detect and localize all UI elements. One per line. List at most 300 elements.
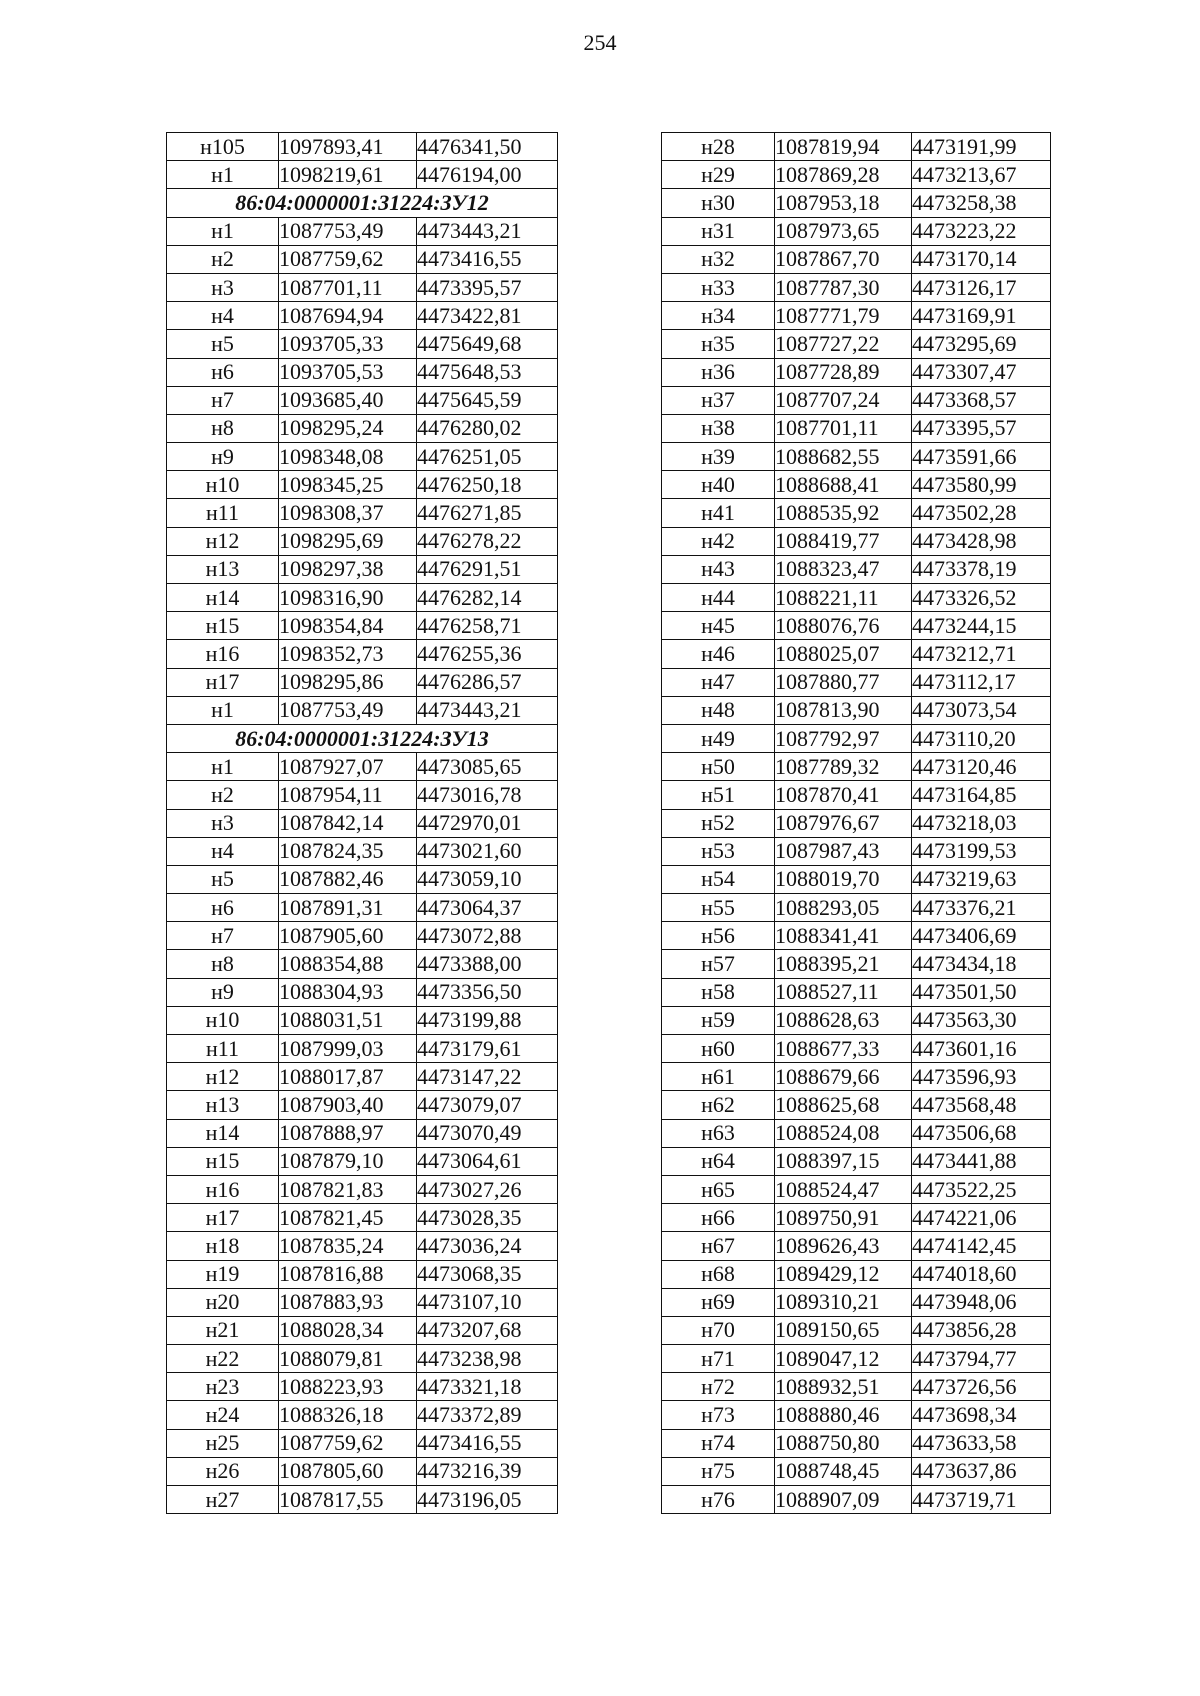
point-id-cell: н48 xyxy=(662,696,775,724)
y-coordinate-cell: 4473307,47 xyxy=(912,358,1051,386)
table-row xyxy=(662,978,1051,1006)
table-row xyxy=(662,724,1051,752)
table-row xyxy=(662,386,1051,414)
x-coordinate-cell: 1088527,11 xyxy=(775,978,912,1006)
table-row xyxy=(662,443,1051,471)
x-coordinate-cell: 1098352,73 xyxy=(279,640,417,668)
y-coordinate-cell: 4473321,18 xyxy=(417,1373,558,1401)
table-row xyxy=(662,640,1051,668)
table-row xyxy=(167,696,558,724)
y-coordinate-cell: 4474221,06 xyxy=(912,1204,1051,1232)
table-row xyxy=(662,1486,1051,1514)
table-row xyxy=(662,161,1051,189)
x-coordinate-cell: 1088323,47 xyxy=(775,555,912,583)
x-coordinate-cell: 1087816,88 xyxy=(279,1260,417,1288)
x-coordinate-cell: 1087888,97 xyxy=(279,1119,417,1147)
y-coordinate-cell: 4473443,21 xyxy=(417,217,558,245)
x-coordinate-cell: 1087999,03 xyxy=(279,1035,417,1063)
x-coordinate-cell: 1087842,14 xyxy=(279,809,417,837)
table-row xyxy=(167,753,558,781)
table-row xyxy=(662,1091,1051,1119)
x-coordinate-cell: 1093685,40 xyxy=(279,386,417,414)
point-id-cell: н67 xyxy=(662,1232,775,1260)
x-coordinate-cell: 1087987,43 xyxy=(775,837,912,865)
y-coordinate-cell: 4473199,53 xyxy=(912,837,1051,865)
x-coordinate-cell: 1087707,24 xyxy=(775,386,912,414)
point-id-cell: н1 xyxy=(167,161,279,189)
table-row xyxy=(167,1457,558,1485)
table-row xyxy=(167,865,558,893)
point-id-cell: н1 xyxy=(167,696,279,724)
x-coordinate-cell: 1087813,90 xyxy=(775,696,912,724)
y-coordinate-cell: 4473223,22 xyxy=(912,217,1051,245)
table-row xyxy=(167,1006,558,1034)
x-coordinate-cell: 1087817,55 xyxy=(279,1486,417,1514)
y-coordinate-cell: 4473726,56 xyxy=(912,1373,1051,1401)
y-coordinate-cell: 4473219,63 xyxy=(912,865,1051,893)
y-coordinate-cell: 4473422,81 xyxy=(417,302,558,330)
point-id-cell: н14 xyxy=(167,1119,279,1147)
table-row xyxy=(167,1260,558,1288)
x-coordinate-cell: 1087882,46 xyxy=(279,865,417,893)
table-row xyxy=(167,161,558,189)
x-coordinate-cell: 1088019,70 xyxy=(775,865,912,893)
point-id-cell: н44 xyxy=(662,584,775,612)
y-coordinate-cell: 4473021,60 xyxy=(417,837,558,865)
y-coordinate-cell: 4473112,17 xyxy=(912,668,1051,696)
x-coordinate-cell: 1087759,62 xyxy=(279,245,417,273)
y-coordinate-cell: 4473212,71 xyxy=(912,640,1051,668)
x-coordinate-cell: 1088304,93 xyxy=(279,978,417,1006)
point-id-cell: н33 xyxy=(662,273,775,301)
y-coordinate-cell: 4473601,16 xyxy=(912,1035,1051,1063)
y-coordinate-cell: 4473698,34 xyxy=(912,1401,1051,1429)
point-id-cell: н11 xyxy=(167,1035,279,1063)
x-coordinate-cell: 1098348,08 xyxy=(279,443,417,471)
y-coordinate-cell: 4475649,68 xyxy=(417,330,558,358)
y-coordinate-cell: 4473126,17 xyxy=(912,273,1051,301)
table-row xyxy=(167,1316,558,1344)
point-id-cell: н4 xyxy=(167,837,279,865)
point-id-cell: н60 xyxy=(662,1035,775,1063)
y-coordinate-cell: 4473085,65 xyxy=(417,753,558,781)
table-row xyxy=(167,894,558,922)
table-row xyxy=(662,922,1051,950)
x-coordinate-cell: 1098345,25 xyxy=(279,471,417,499)
table-row xyxy=(662,133,1051,161)
y-coordinate-cell: 4473948,06 xyxy=(912,1288,1051,1316)
y-coordinate-cell: 4473016,78 xyxy=(417,781,558,809)
point-id-cell: н21 xyxy=(167,1316,279,1344)
point-id-cell: н51 xyxy=(662,781,775,809)
point-id-cell: н66 xyxy=(662,1204,775,1232)
x-coordinate-cell: 1098295,24 xyxy=(279,414,417,442)
x-coordinate-cell: 1087905,60 xyxy=(279,922,417,950)
x-coordinate-cell: 1088221,11 xyxy=(775,584,912,612)
table-row xyxy=(167,133,558,161)
point-id-cell: н5 xyxy=(167,865,279,893)
x-coordinate-cell: 1087891,31 xyxy=(279,894,417,922)
table-row xyxy=(167,1147,558,1175)
y-coordinate-cell: 4473059,10 xyxy=(417,865,558,893)
x-coordinate-cell: 1088341,41 xyxy=(775,922,912,950)
x-coordinate-cell: 1089626,43 xyxy=(775,1232,912,1260)
point-id-cell: н70 xyxy=(662,1316,775,1344)
point-id-cell: н35 xyxy=(662,330,775,358)
point-id-cell: н8 xyxy=(167,414,279,442)
table-row xyxy=(167,837,558,865)
x-coordinate-cell: 1087954,11 xyxy=(279,781,417,809)
table-row xyxy=(662,1373,1051,1401)
x-coordinate-cell: 1088397,15 xyxy=(775,1147,912,1175)
x-coordinate-cell: 1089750,91 xyxy=(775,1204,912,1232)
table-row xyxy=(167,1091,558,1119)
point-id-cell: н22 xyxy=(167,1345,279,1373)
y-coordinate-cell: 4475648,53 xyxy=(417,358,558,386)
table-row xyxy=(167,584,558,612)
x-coordinate-cell: 1088625,68 xyxy=(775,1091,912,1119)
y-coordinate-cell: 4473027,26 xyxy=(417,1175,558,1203)
table-row xyxy=(662,1175,1051,1203)
table-row xyxy=(167,273,558,301)
x-coordinate-cell: 1093705,33 xyxy=(279,330,417,358)
table-row xyxy=(167,471,558,499)
y-coordinate-cell: 4476255,36 xyxy=(417,640,558,668)
point-id-cell: н12 xyxy=(167,527,279,555)
y-coordinate-cell: 4473388,00 xyxy=(417,950,558,978)
point-id-cell: н29 xyxy=(662,161,775,189)
y-coordinate-cell: 4473191,99 xyxy=(912,133,1051,161)
y-coordinate-cell: 4473169,91 xyxy=(912,302,1051,330)
table-row xyxy=(167,922,558,950)
cadastral-section-label: 86:04:0000001:31224:ЗУ12 xyxy=(167,189,558,217)
point-id-cell: н75 xyxy=(662,1457,775,1485)
point-id-cell: н15 xyxy=(167,1147,279,1175)
table-row xyxy=(662,1457,1051,1485)
point-id-cell: н49 xyxy=(662,724,775,752)
table-row xyxy=(662,696,1051,724)
y-coordinate-cell: 4473637,86 xyxy=(912,1457,1051,1485)
x-coordinate-cell: 1088688,41 xyxy=(775,471,912,499)
point-id-cell: н46 xyxy=(662,640,775,668)
table-row xyxy=(662,358,1051,386)
point-id-cell: н17 xyxy=(167,1204,279,1232)
y-coordinate-cell: 4473580,99 xyxy=(912,471,1051,499)
x-coordinate-cell: 1088419,77 xyxy=(775,527,912,555)
point-id-cell: н24 xyxy=(167,1401,279,1429)
x-coordinate-cell: 1087880,77 xyxy=(775,668,912,696)
table-row xyxy=(167,302,558,330)
table-row xyxy=(167,1204,558,1232)
x-coordinate-cell: 1098295,86 xyxy=(279,668,417,696)
point-id-cell: н27 xyxy=(167,1486,279,1514)
point-id-cell: н30 xyxy=(662,189,775,217)
x-coordinate-cell: 1087835,24 xyxy=(279,1232,417,1260)
point-id-cell: н3 xyxy=(167,809,279,837)
y-coordinate-cell: 4476251,05 xyxy=(417,443,558,471)
point-id-cell: н19 xyxy=(167,1260,279,1288)
y-coordinate-cell: 4473216,39 xyxy=(417,1457,558,1485)
y-coordinate-cell: 4473147,22 xyxy=(417,1063,558,1091)
table-row xyxy=(662,837,1051,865)
point-id-cell: н10 xyxy=(167,471,279,499)
table-row xyxy=(662,1429,1051,1457)
y-coordinate-cell: 4473501,50 xyxy=(912,978,1051,1006)
point-id-cell: н40 xyxy=(662,471,775,499)
point-id-cell: н105 xyxy=(167,133,279,161)
point-id-cell: н57 xyxy=(662,950,775,978)
point-id-cell: н16 xyxy=(167,640,279,668)
x-coordinate-cell: 1088028,34 xyxy=(279,1316,417,1344)
x-coordinate-cell: 1087903,40 xyxy=(279,1091,417,1119)
point-id-cell: н61 xyxy=(662,1063,775,1091)
y-coordinate-cell: 4473170,14 xyxy=(912,245,1051,273)
x-coordinate-cell: 1087927,07 xyxy=(279,753,417,781)
table-row xyxy=(662,471,1051,499)
table-row xyxy=(662,1147,1051,1175)
table-row xyxy=(662,1204,1051,1232)
point-id-cell: н2 xyxy=(167,781,279,809)
y-coordinate-cell: 4473794,77 xyxy=(912,1345,1051,1373)
x-coordinate-cell: 1098295,69 xyxy=(279,527,417,555)
point-id-cell: н1 xyxy=(167,217,279,245)
x-coordinate-cell: 1087824,35 xyxy=(279,837,417,865)
table-row xyxy=(662,499,1051,527)
cadastral-section-label: 86:04:0000001:31224:ЗУ13 xyxy=(167,724,558,752)
point-id-cell: н5 xyxy=(167,330,279,358)
y-coordinate-cell: 4473238,98 xyxy=(417,1345,558,1373)
x-coordinate-cell: 1087867,70 xyxy=(775,245,912,273)
point-id-cell: н10 xyxy=(167,1006,279,1034)
point-id-cell: н59 xyxy=(662,1006,775,1034)
y-coordinate-cell: 4473441,88 xyxy=(912,1147,1051,1175)
x-coordinate-cell: 1087953,18 xyxy=(775,189,912,217)
point-id-cell: н36 xyxy=(662,358,775,386)
y-coordinate-cell: 4474018,60 xyxy=(912,1260,1051,1288)
y-coordinate-cell: 4473591,66 xyxy=(912,443,1051,471)
table-row xyxy=(662,753,1051,781)
x-coordinate-cell: 1087821,45 xyxy=(279,1204,417,1232)
point-id-cell: н55 xyxy=(662,894,775,922)
point-id-cell: н74 xyxy=(662,1429,775,1457)
x-coordinate-cell: 1098354,84 xyxy=(279,612,417,640)
x-coordinate-cell: 1088682,55 xyxy=(775,443,912,471)
x-coordinate-cell: 1088223,93 xyxy=(279,1373,417,1401)
table-row xyxy=(662,865,1051,893)
table-row xyxy=(662,781,1051,809)
table-row xyxy=(662,1006,1051,1034)
point-id-cell: н31 xyxy=(662,217,775,245)
x-coordinate-cell: 1087879,10 xyxy=(279,1147,417,1175)
x-coordinate-cell: 1088326,18 xyxy=(279,1401,417,1429)
x-coordinate-cell: 1088076,76 xyxy=(775,612,912,640)
x-coordinate-cell: 1088293,05 xyxy=(775,894,912,922)
point-id-cell: н47 xyxy=(662,668,775,696)
point-id-cell: н34 xyxy=(662,302,775,330)
table-row xyxy=(167,555,558,583)
point-id-cell: н73 xyxy=(662,1401,775,1429)
table-row xyxy=(662,245,1051,273)
y-coordinate-cell: 4474142,45 xyxy=(912,1232,1051,1260)
table-row xyxy=(662,584,1051,612)
table-row xyxy=(662,1232,1051,1260)
table-row xyxy=(167,668,558,696)
point-id-cell: н50 xyxy=(662,753,775,781)
y-coordinate-cell: 4476250,18 xyxy=(417,471,558,499)
point-id-cell: н53 xyxy=(662,837,775,865)
point-id-cell: н68 xyxy=(662,1260,775,1288)
y-coordinate-cell: 4473326,52 xyxy=(912,584,1051,612)
table-row xyxy=(167,358,558,386)
point-id-cell: н17 xyxy=(167,668,279,696)
table-row xyxy=(167,1429,558,1457)
x-coordinate-cell: 1087792,97 xyxy=(775,724,912,752)
table-row xyxy=(167,386,558,414)
y-coordinate-cell: 4473356,50 xyxy=(417,978,558,1006)
y-coordinate-cell: 4473196,05 xyxy=(417,1486,558,1514)
y-coordinate-cell: 4476271,85 xyxy=(417,499,558,527)
y-coordinate-cell: 4476280,02 xyxy=(417,414,558,442)
point-id-cell: н16 xyxy=(167,1175,279,1203)
x-coordinate-cell: 1089047,12 xyxy=(775,1345,912,1373)
x-coordinate-cell: 1087869,28 xyxy=(775,161,912,189)
table-row xyxy=(167,1373,558,1401)
y-coordinate-cell: 4473428,98 xyxy=(912,527,1051,555)
x-coordinate-cell: 1087883,93 xyxy=(279,1288,417,1316)
x-coordinate-cell: 1087753,49 xyxy=(279,217,417,245)
y-coordinate-cell: 4476194,00 xyxy=(417,161,558,189)
table-row xyxy=(167,1063,558,1091)
table-row xyxy=(662,612,1051,640)
y-coordinate-cell: 4473213,67 xyxy=(912,161,1051,189)
table-row xyxy=(167,527,558,555)
x-coordinate-cell: 1087727,22 xyxy=(775,330,912,358)
x-coordinate-cell: 1087701,11 xyxy=(279,273,417,301)
coordinates-table-left xyxy=(166,132,558,1514)
x-coordinate-cell: 1088677,33 xyxy=(775,1035,912,1063)
table-row xyxy=(167,781,558,809)
y-coordinate-cell: 4473406,69 xyxy=(912,922,1051,950)
table-row xyxy=(662,1260,1051,1288)
point-id-cell: н12 xyxy=(167,1063,279,1091)
point-id-cell: н13 xyxy=(167,1091,279,1119)
x-coordinate-cell: 1088524,47 xyxy=(775,1175,912,1203)
y-coordinate-cell: 4473218,03 xyxy=(912,809,1051,837)
x-coordinate-cell: 1087819,94 xyxy=(775,133,912,161)
point-id-cell: н9 xyxy=(167,978,279,1006)
y-coordinate-cell: 4473372,89 xyxy=(417,1401,558,1429)
table-row xyxy=(662,527,1051,555)
y-coordinate-cell: 4473368,57 xyxy=(912,386,1051,414)
x-coordinate-cell: 1098219,61 xyxy=(279,161,417,189)
y-coordinate-cell: 4473120,46 xyxy=(912,753,1051,781)
point-id-cell: н26 xyxy=(167,1457,279,1485)
x-coordinate-cell: 1087821,83 xyxy=(279,1175,417,1203)
table-row xyxy=(167,1035,558,1063)
x-coordinate-cell: 1087728,89 xyxy=(775,358,912,386)
point-id-cell: н64 xyxy=(662,1147,775,1175)
point-id-cell: н6 xyxy=(167,894,279,922)
x-coordinate-cell: 1098308,37 xyxy=(279,499,417,527)
x-coordinate-cell: 1088079,81 xyxy=(279,1345,417,1373)
x-coordinate-cell: 1088025,07 xyxy=(775,640,912,668)
table-row xyxy=(167,950,558,978)
page-number: 254 xyxy=(583,30,617,55)
point-id-cell: н58 xyxy=(662,978,775,1006)
point-id-cell: н23 xyxy=(167,1373,279,1401)
point-id-cell: н62 xyxy=(662,1091,775,1119)
y-coordinate-cell: 4473395,57 xyxy=(912,414,1051,442)
point-id-cell: н41 xyxy=(662,499,775,527)
x-coordinate-cell: 1087789,32 xyxy=(775,753,912,781)
x-coordinate-cell: 1087753,49 xyxy=(279,696,417,724)
point-id-cell: н42 xyxy=(662,527,775,555)
y-coordinate-cell: 4473633,58 xyxy=(912,1429,1051,1457)
table-row xyxy=(662,189,1051,217)
section-header-row xyxy=(167,189,558,217)
table-row xyxy=(167,499,558,527)
y-coordinate-cell: 4475645,59 xyxy=(417,386,558,414)
point-id-cell: н8 xyxy=(167,950,279,978)
table-row xyxy=(662,555,1051,583)
y-coordinate-cell: 4472970,01 xyxy=(417,809,558,837)
y-coordinate-cell: 4473064,37 xyxy=(417,894,558,922)
table-row xyxy=(167,978,558,1006)
point-id-cell: н6 xyxy=(167,358,279,386)
y-coordinate-cell: 4473107,10 xyxy=(417,1288,558,1316)
x-coordinate-cell: 1093705,53 xyxy=(279,358,417,386)
table-row xyxy=(662,330,1051,358)
point-id-cell: н25 xyxy=(167,1429,279,1457)
table-row xyxy=(662,302,1051,330)
x-coordinate-cell: 1088535,92 xyxy=(775,499,912,527)
y-coordinate-cell: 4473199,88 xyxy=(417,1006,558,1034)
point-id-cell: н7 xyxy=(167,922,279,950)
point-id-cell: н65 xyxy=(662,1175,775,1203)
y-coordinate-cell: 4476282,14 xyxy=(417,584,558,612)
point-id-cell: н3 xyxy=(167,273,279,301)
y-coordinate-cell: 4473506,68 xyxy=(912,1119,1051,1147)
table-row xyxy=(167,1345,558,1373)
table-row xyxy=(167,330,558,358)
table-row xyxy=(662,809,1051,837)
y-coordinate-cell: 4473064,61 xyxy=(417,1147,558,1175)
table-row xyxy=(662,1288,1051,1316)
point-id-cell: н28 xyxy=(662,133,775,161)
point-id-cell: н38 xyxy=(662,414,775,442)
table-row xyxy=(167,1401,558,1429)
y-coordinate-cell: 4473179,61 xyxy=(417,1035,558,1063)
point-id-cell: н15 xyxy=(167,612,279,640)
table-row xyxy=(662,950,1051,978)
y-coordinate-cell: 4476286,57 xyxy=(417,668,558,696)
point-id-cell: н7 xyxy=(167,386,279,414)
table-row xyxy=(662,1035,1051,1063)
point-id-cell: н69 xyxy=(662,1288,775,1316)
x-coordinate-cell: 1087805,60 xyxy=(279,1457,417,1485)
table-row xyxy=(167,640,558,668)
y-coordinate-cell: 4473295,69 xyxy=(912,330,1051,358)
y-coordinate-cell: 4473110,20 xyxy=(912,724,1051,752)
table-row xyxy=(167,245,558,273)
x-coordinate-cell: 1087973,65 xyxy=(775,217,912,245)
x-coordinate-cell: 1089150,65 xyxy=(775,1316,912,1344)
point-id-cell: н1 xyxy=(167,753,279,781)
point-id-cell: н45 xyxy=(662,612,775,640)
y-coordinate-cell: 4473502,28 xyxy=(912,499,1051,527)
y-coordinate-cell: 4476291,51 xyxy=(417,555,558,583)
x-coordinate-cell: 1088932,51 xyxy=(775,1373,912,1401)
